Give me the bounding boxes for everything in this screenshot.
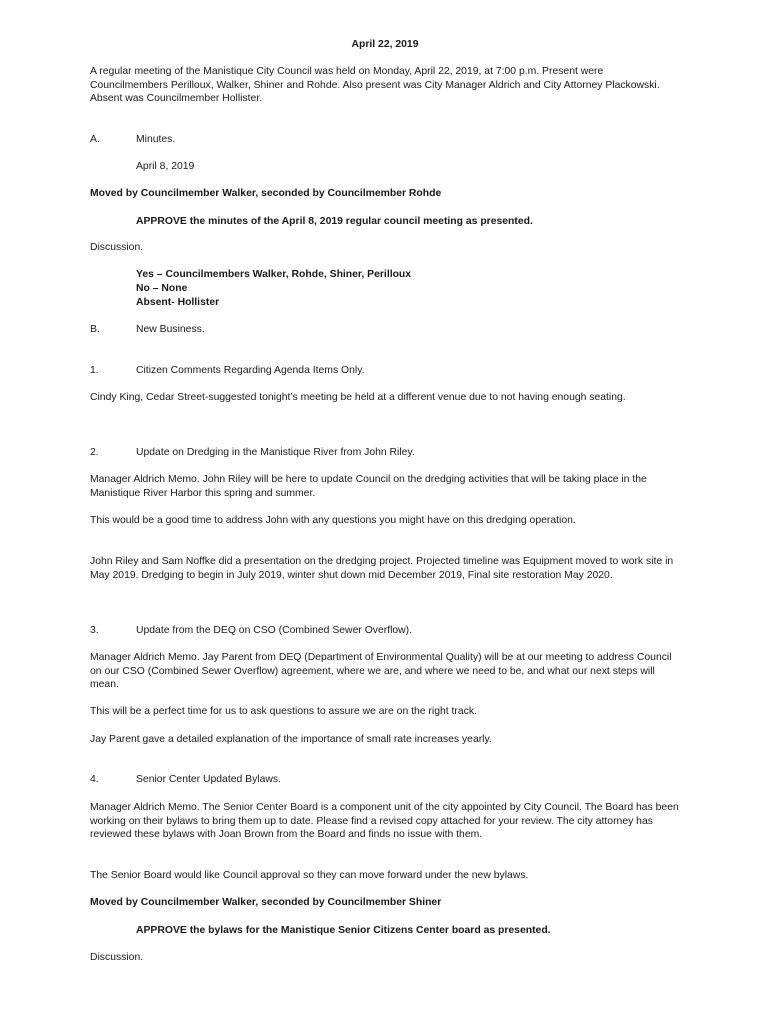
item-1-number: 1. — [90, 365, 99, 376]
item-2-paragraph-3: John Riley and Sam Noffke did a presentation on the dredging project. Projected timeline was Equipment moved to work site in May 2019. Dredging to begin in July 2019, winter shut down mid December 2019, Final site restoration May 2020. — [90, 556, 674, 581]
item-2-paragraph-2: This would be a good time to address John with any questions you might have on this dredging operation. — [90, 515, 576, 526]
vote-absent: Absent- Hollister — [136, 297, 220, 308]
item-3-paragraph-2: This will be a perfect time for us to ask questions to assure we are on the right track. — [90, 706, 477, 717]
vote-no: No – None — [136, 283, 188, 294]
item-3-paragraph-3: Jay Parent gave a detailed explanation of the importance of small rate increases yearly. — [90, 734, 492, 745]
date-heading: April 22, 2019 — [351, 39, 419, 50]
motion-a: Moved by Councilmember Walker, seconded by Councilmember Rohde — [90, 188, 442, 199]
item-2-paragraph-1: Manager Aldrich Memo. John Riley will be here to update Council on the dredging activities that will be taking place in the Manistique River Harbor this spring and summer. — [90, 474, 647, 499]
item-4-title: Senior Center Updated Bylaws. — [136, 774, 281, 785]
vote-yes: Yes – Councilmembers Walker, Rohde, Shiner, Perilloux — [136, 269, 412, 280]
item-1-title: Citizen Comments Regarding Agenda Items Only. — [136, 365, 365, 376]
item-1-text: Cindy King, Cedar Street-suggested tonight’s meeting be held at a different venue due to not having enough seating. — [90, 392, 626, 403]
item-4-paragraph-2: The Senior Board would like Council approval so they can move forward under the new bylaws. — [90, 870, 529, 881]
intro-paragraph: A regular meeting of the Manistique City Council was held on Monday, April 22, 2019, at 7:00 p.m. Present were Councilmembers Perilloux, Walker, Shiner and Rohde. Also present was City Manager Aldrich and City Attorney Plackowski. Absent was Councilmember Hollister. — [90, 66, 660, 104]
item-3-number: 3. — [90, 625, 99, 636]
minutes-date: April 8, 2019 — [136, 161, 195, 172]
section-b-number: B. — [90, 324, 100, 335]
discussion-item-4: Discussion. — [90, 952, 144, 963]
item-4-number: 4. — [90, 774, 99, 785]
approve-item-4: APPROVE the bylaws for the Manistique Senior Citizens Center board as presented. — [136, 925, 551, 936]
item-2-title: Update on Dredging in the Manistique River from John Riley. — [136, 447, 415, 458]
discussion-a: Discussion. — [90, 242, 144, 253]
approve-a: APPROVE the minutes of the April 8, 2019 regular council meeting as presented. — [136, 216, 533, 227]
section-a-title: Minutes. — [136, 134, 176, 145]
section-b-title: New Business. — [136, 324, 205, 335]
item-2-number: 2. — [90, 447, 99, 458]
item-4-paragraph-1: Manager Aldrich Memo. The Senior Center Board is a component unit of the city appointed by City Council. The Board has been working on their bylaws to bring them up to date. Please find a revised copy attached for your review. The city attorney has reviewed these bylaws with Joan Brown from the Board and finds no issue with them. — [90, 802, 679, 840]
item-3-paragraph-1: Manager Aldrich Memo. Jay Parent from DEQ (Department of Environmental Quality) will be at our meeting to address Council on our CSO (Combined Sewer Overflow) agreement, where we are, and where we need to be, and what our next steps will mean. — [90, 652, 672, 690]
motion-item-4: Moved by Councilmember Walker, seconded by Councilmember Shiner — [90, 897, 442, 908]
item-3-title: Update from the DEQ on CSO (Combined Sewer Overflow). — [136, 625, 413, 636]
section-a-number: A. — [90, 134, 100, 145]
